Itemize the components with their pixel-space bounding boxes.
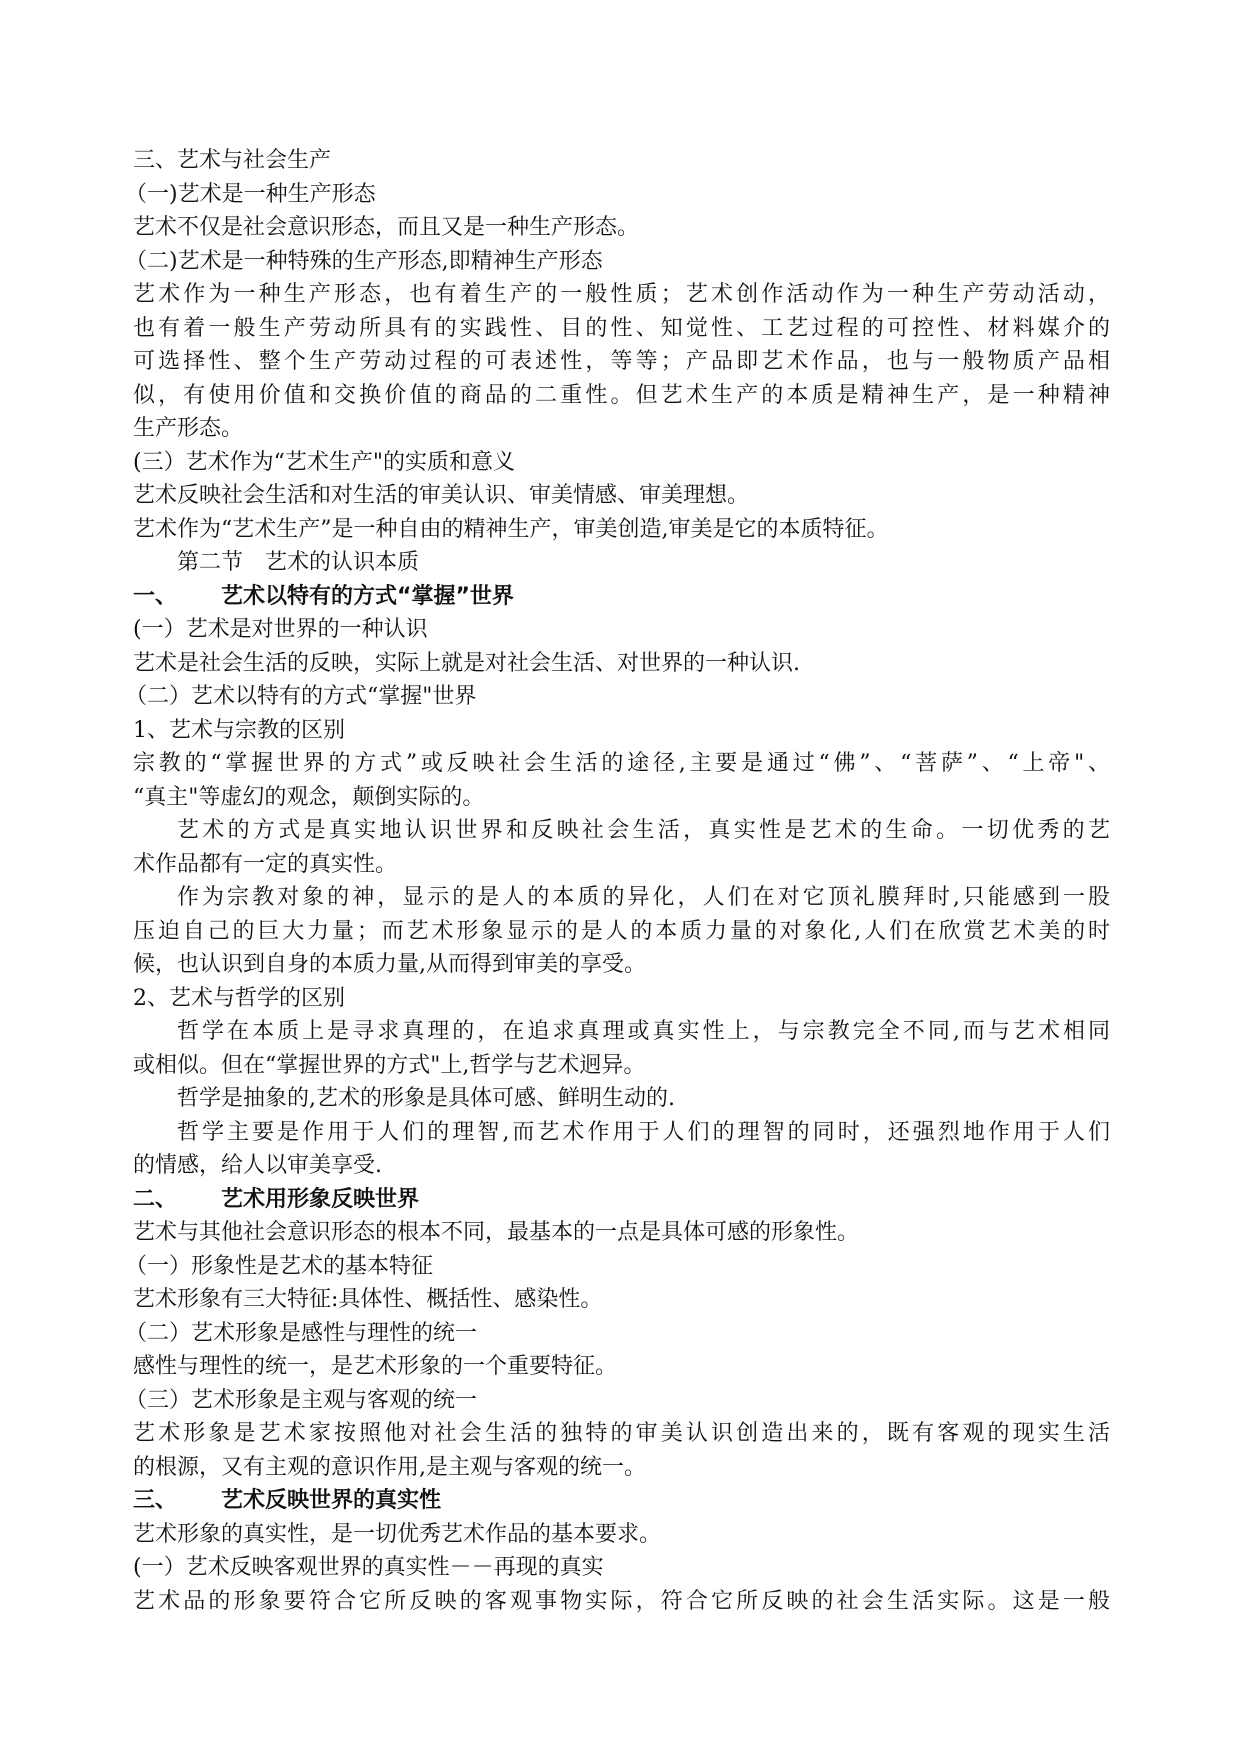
paragraph-line: 艺术品的形象要符合它所反映的客观事物实际，符合它所反映的社会生活实际。这是一般: [133, 1588, 1110, 1614]
paragraph-line: 似，有使用价值和交换价值的商品的二重性。但艺术生产的本质是精神生产，是一种精神: [133, 382, 1110, 408]
heading-number: 二、: [133, 1186, 178, 1212]
paragraph-line: 艺术反映社会生活和对生活的审美认识、审美情感、审美理想。: [133, 483, 750, 508]
paragraph-line: 艺术是社会生活的反映，实际上就是对社会生活、对世界的一种认识.: [133, 650, 800, 676]
paragraph-line: 的情感，给人以审美享受.: [133, 1153, 382, 1178]
paragraph-line: 艺术作为一种生产形态，也有着生产的一般性质；艺术创作活动作为一种生产劳动活动，: [133, 282, 1110, 307]
subheading: （二)艺术是一种特殊的生产形态,即精神生产形态: [125, 248, 603, 274]
paragraph-line: 哲学在本质上是寻求真理的，在追求真理或真实性上，与宗教完全不同,而与艺术相同: [177, 1019, 1110, 1044]
heading-title: 艺术用形象反映世界: [221, 1186, 420, 1212]
paragraph-line: 可选择性、整个生产劳动过程的可表述性，等等；产品即艺术作品，也与一般物质产品相: [133, 349, 1110, 374]
paragraph-line: 艺术形象有三大特征:具体性、概括性、感染性。: [133, 1287, 603, 1312]
heading-number: 三、: [133, 1488, 178, 1513]
paragraph-line: 哲学是抽象的,艺术的形象是具体可感、鲜明生动的.: [177, 1086, 675, 1111]
subheading: (三）艺术作为“艺术生产"的实质和意义: [133, 449, 515, 475]
heading-title: 艺术反映世界的真实性: [221, 1488, 442, 1513]
heading-title: 艺术以特有的方式“掌握”世界: [221, 583, 514, 609]
paragraph-line: 或相似。但在“掌握世界的方式"上,哲学与艺术迥异。: [133, 1052, 646, 1078]
subheading: （二）艺术形象是感性与理性的统一: [125, 1320, 478, 1346]
paragraph-line: 也有着一般生产劳动所具有的实践性、目的性、知觉性、工艺过程的可控性、材料媒介的: [133, 315, 1110, 341]
paragraph-line: 艺术形象的真实性，是一切优秀艺术作品的基本要求。: [133, 1521, 662, 1547]
paragraph-line: 艺术形象是艺术家按照他对社会生活的独特的审美认识创造出来的，既有客观的现实生活: [133, 1421, 1110, 1446]
subheading: （一)艺术是一种生产形态: [125, 181, 376, 207]
subheading: （三）艺术形象是主观与客观的统一: [125, 1387, 478, 1413]
paragraph-line: 哲学主要是作用于人们的理智,而艺术作用于人们的理智的同时，还强烈地作用于人们: [177, 1119, 1110, 1145]
section-number: 第二节: [177, 550, 244, 575]
chapter-section-title: [133, 546, 1110, 580]
subheading: （二）艺术以特有的方式“掌握"世界: [125, 684, 477, 709]
paragraph-line: 作为宗教对象的神，显示的是人的本质的异化，人们在对它顶礼膜拜时,只能感到一股: [177, 885, 1110, 910]
major-heading: [133, 1484, 1110, 1518]
subheading: (一）艺术反映客观世界的真实性－－再现的真实: [133, 1555, 604, 1580]
subheading: 2、艺术与哲学的区别: [133, 985, 345, 1011]
major-heading: [133, 1183, 1110, 1217]
paragraph-line: 压迫自己的巨大力量；而艺术形象显示的是人的本质力量的对象化,人们在欣赏艺术美的时: [133, 918, 1110, 944]
paragraph-line: 术作品都有一定的真实性。: [133, 851, 398, 877]
paragraph-line: 宗教的“掌握世界的方式”或反映社会生活的途径,主要是通过“佛”、“菩萨”、“上帝"、: [133, 751, 1110, 776]
paragraph-line: 的根源，又有主观的意识作用,是主观与客观的统一。: [133, 1454, 646, 1480]
paragraph-line: “真主"等虚幻的观念，颠倒实际的。: [133, 784, 485, 810]
section-title-text: 艺术的认识本质: [265, 550, 420, 575]
paragraph-line: 感性与理性的统一，是艺术形象的一个重要特征。: [133, 1354, 618, 1379]
subheading: （一）形象性是艺术的基本特征: [125, 1253, 434, 1279]
major-heading: [133, 580, 1110, 614]
document-page: [125, 144, 1110, 1618]
paragraph-line: 艺术与其他社会意识形态的根本不同，最基本的一点是具体可感的形象性。: [133, 1220, 860, 1245]
subheading: (一）艺术是对世界的一种认识: [133, 617, 428, 642]
section-heading: 三、艺术与社会生产: [133, 148, 332, 173]
paragraph-line: 候，也认识到自身的本质力量,从而得到审美的享受。: [133, 952, 646, 977]
paragraph-line: 艺术的方式是真实地认识世界和反映社会生活，真实性是艺术的生命。一切优秀的艺: [177, 818, 1110, 843]
paragraph-line: 艺术不仅是社会意识形态，而且又是一种生产形态。: [133, 215, 640, 240]
paragraph-line: 艺术作为“艺术生产”是一种自由的精神生产，审美创造,审美是它的本质特征。: [133, 516, 889, 542]
paragraph-line: 生产形态。: [133, 416, 244, 441]
subheading: 1、艺术与宗教的区别: [133, 717, 345, 743]
heading-number: 一、: [133, 583, 178, 609]
